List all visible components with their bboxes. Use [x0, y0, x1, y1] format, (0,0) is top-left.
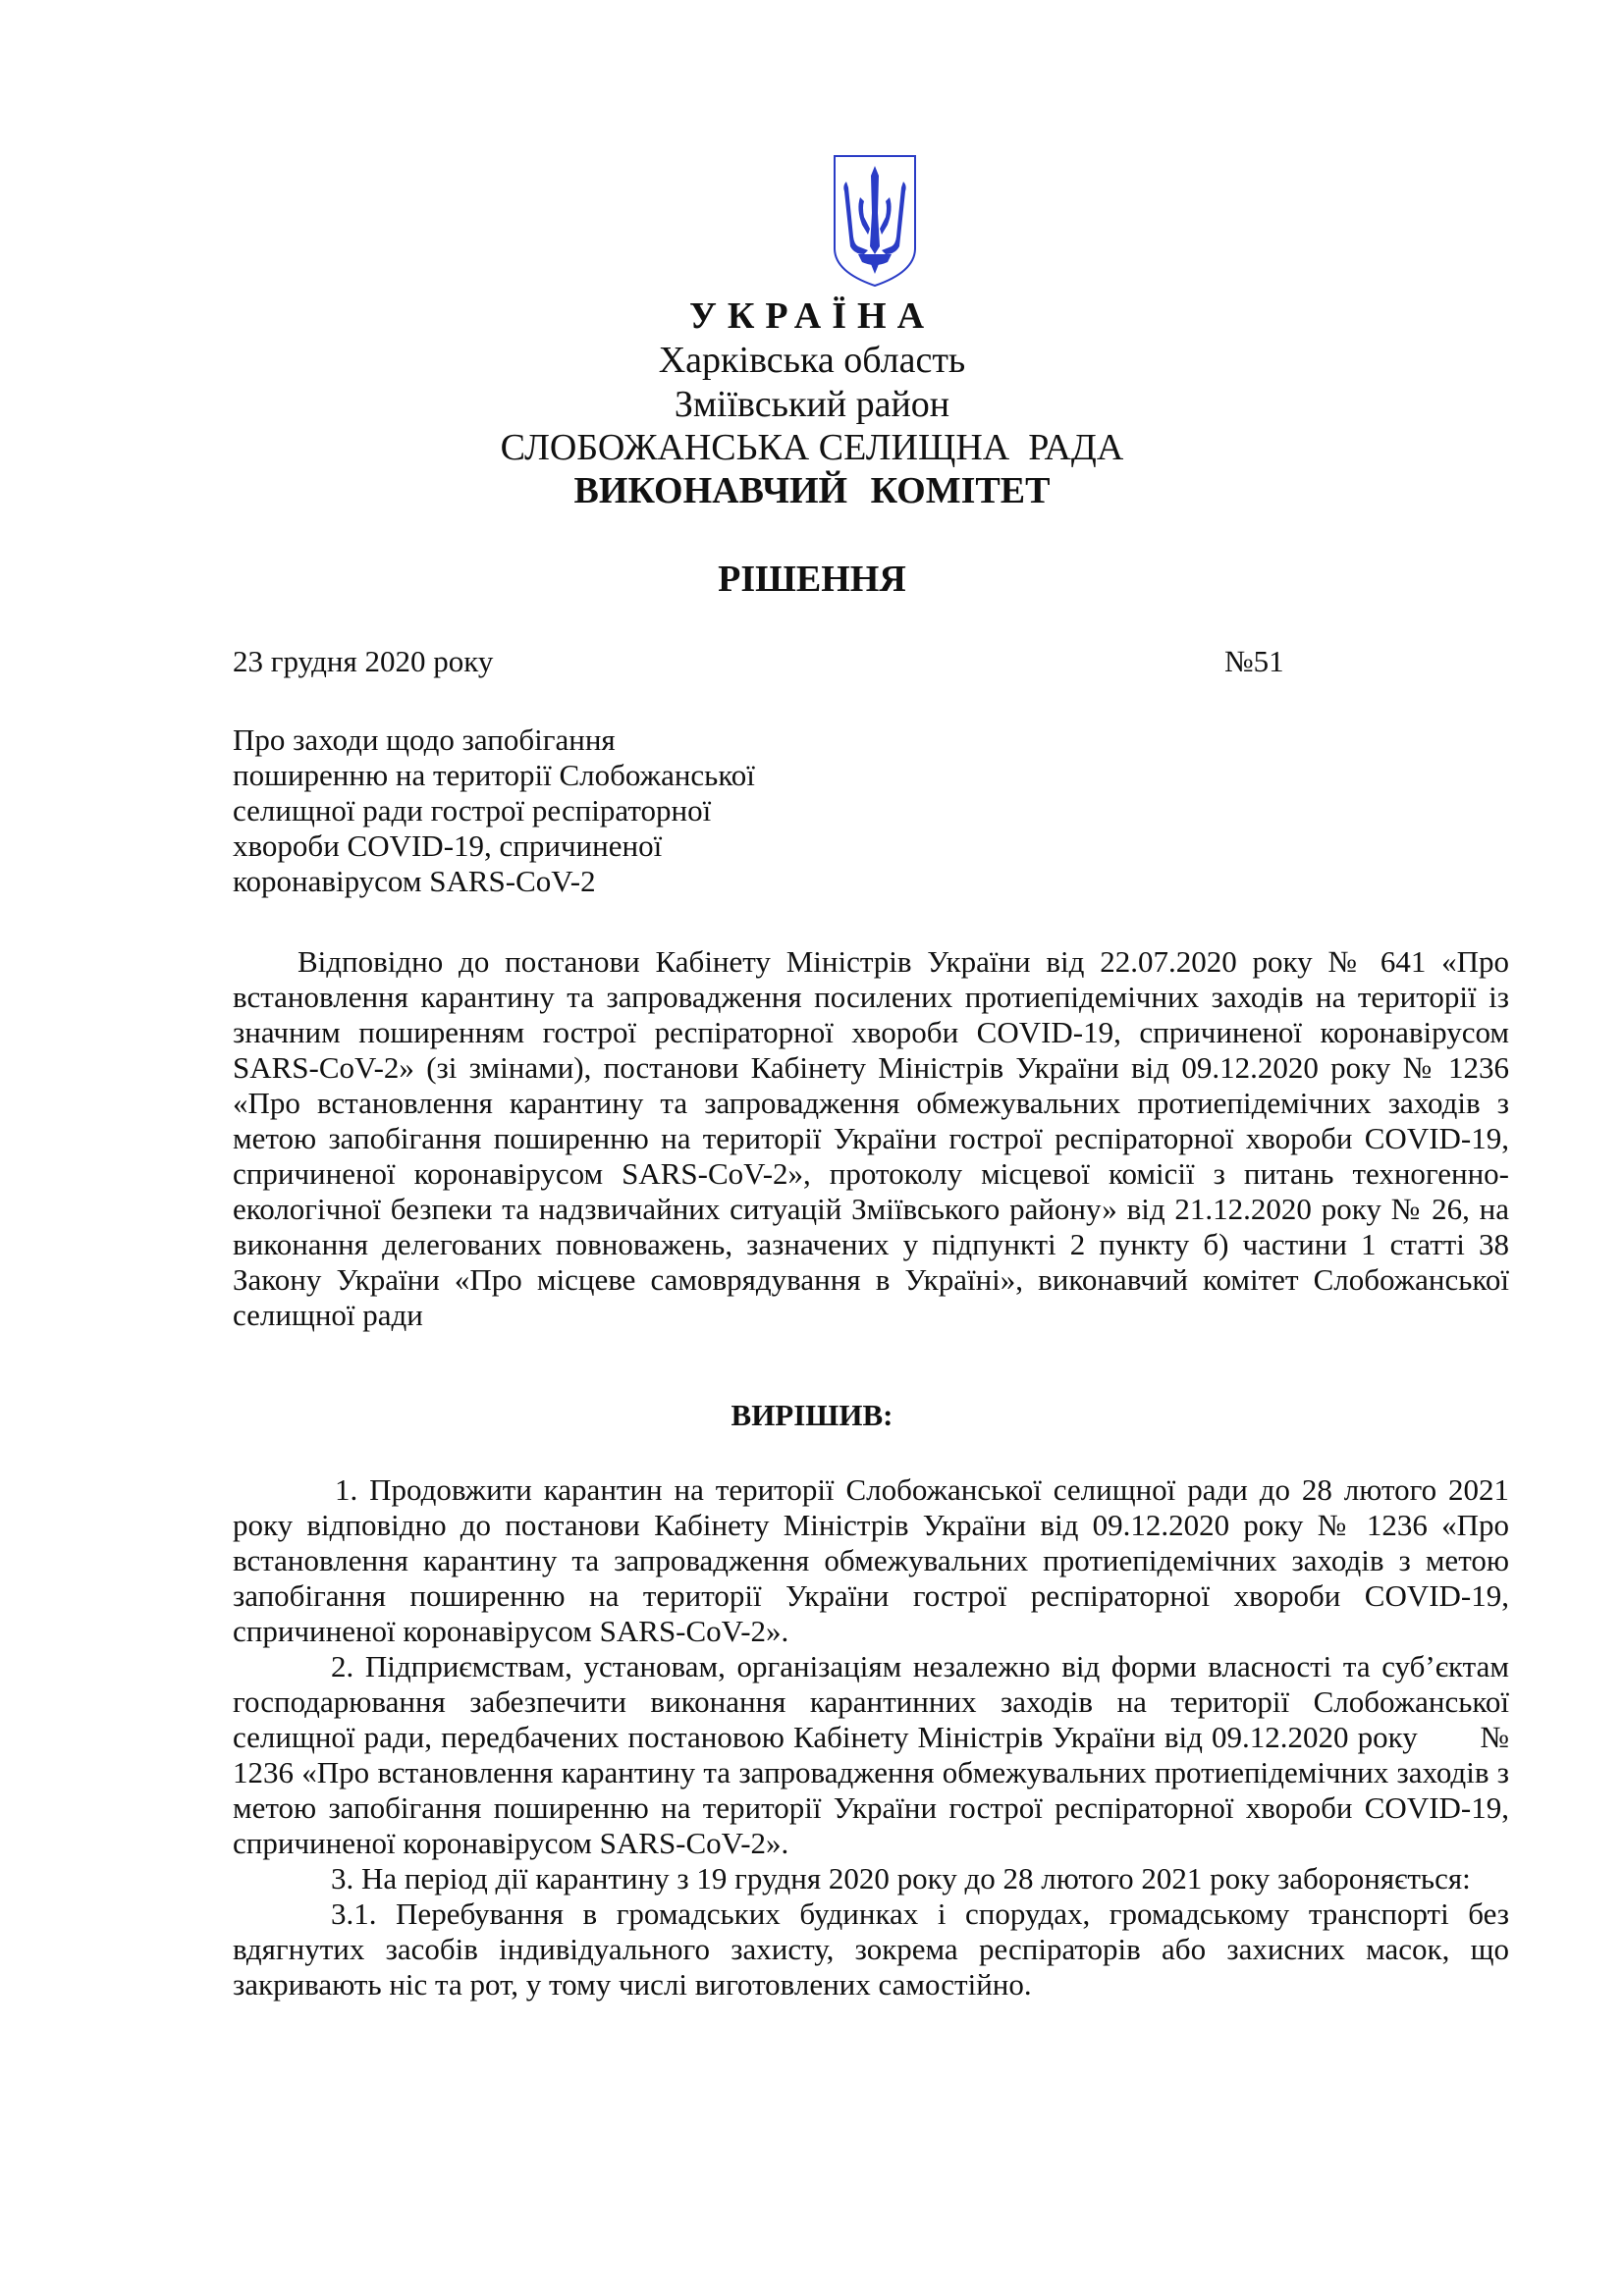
decision-subject: [233, 722, 920, 899]
subject-line: Про заходи щодо запобігання: [233, 722, 616, 757]
subject-line: хвороби COVID-19, спричиненої: [233, 828, 663, 863]
council-name: СЛОБОЖАНСЬКА СЕЛИЩНА РАДА: [500, 427, 1124, 468]
decision-date: 23 грудня 2020 року: [233, 644, 494, 678]
rayon-line: Зміївський район: [674, 384, 950, 425]
resolution-item: 3. На період дії карантину з 19 грудня 2020 року до 28 лютого 2021 року забороняється:: [331, 1861, 1471, 1896]
country-title: УКРАЇНА: [688, 295, 936, 337]
oblast-line: Харківська область: [658, 340, 966, 381]
resolution-items: [233, 1472, 1517, 2002]
resolved-heading: ВИРІШИВ:: [731, 1398, 893, 1432]
resolution-item: 3.1. Перебування в громадських будинках і спорудах, громадському транспорті без вдягнутих засобів індивідуального захисту, зокрема респіраторів або захисних масок, що закривають ніс та рот, у тому числі виготовлених самостійно.: [233, 1896, 1509, 2002]
subject-line: коронавірусом SARS-CoV-2: [233, 864, 596, 898]
trident-coat-of-arms-icon: [831, 152, 919, 290]
decision-number: №51: [1224, 644, 1284, 678]
committee-name: ВИКОНАВЧИЙ КОМІТЕТ: [573, 470, 1051, 511]
resolution-item: 2. Підприємствам, установам, організаціям незалежно від форми власності та суб’єктам господарювання забезпечити виконання карантинних заходів на території Слобожанської селищної ради, передбачених постановою Кабінету Міністрів України від 09.12.2020 року № 1236 «Про встановлення карантину та запровадження обмежувальних протиепідемічних заходів з метою запобігання поширенню на території України гострої респіраторної хвороби COVID-19, спричиненої коронавірусом SARS-CoV-2».: [233, 1649, 1517, 1860]
subject-line: селищної ради гострої респіраторної: [233, 793, 712, 828]
subject-line: поширенню на території Слобожанської: [233, 758, 755, 792]
preamble-paragraph: Відповідно до постанови Кабінету Міністрів України від 22.07.2020 року № 641 «Про встановлення карантину та запровадження посилених протиепідемічних заходів на території із значним поширенням гострої респіраторної хвороби COVID-19, спричиненої коронавірусом SARS-CoV-2» (зі змінами), постанови Кабінету Міністрів України від 09.12.2020 року № 1236 «Про встановлення карантину та запровадження обмежувальних протиепідемічних заходів з метою запобігання поширенню на території України гострої респіраторної хвороби COVID-19, спричиненої коронавірусом SARS-CoV-2», протоколу місцевої комісії з питань техногенно-екологічної безпеки та надзвичайних ситуацій Зміївського району» від 21.12.2020 року № 26, на виконання делегованих повноважень, зазначених у підпункті 2 пункту б) частини 1 статті 38 Закону України «Про місцеве самоврядування в Україні», виконавчий комітет Слобожанської селищної ради: [233, 944, 1525, 1332]
document-type-title: РІШЕННЯ: [718, 559, 906, 600]
resolution-item: 1. Продовжити карантин на території Слобожанської селищної ради до 28 лютого 2021 року відповідно до постанови Кабінету Міністрів України від 09.12.2020 року № 1236 «Про встановлення карантину та запровадження обмежувальних протиепідемічних заходів з метою запобігання поширенню на території України гострої респіраторної хвороби COVID-19, спричиненої коронавірусом SARS-CoV-2».: [233, 1472, 1509, 1648]
